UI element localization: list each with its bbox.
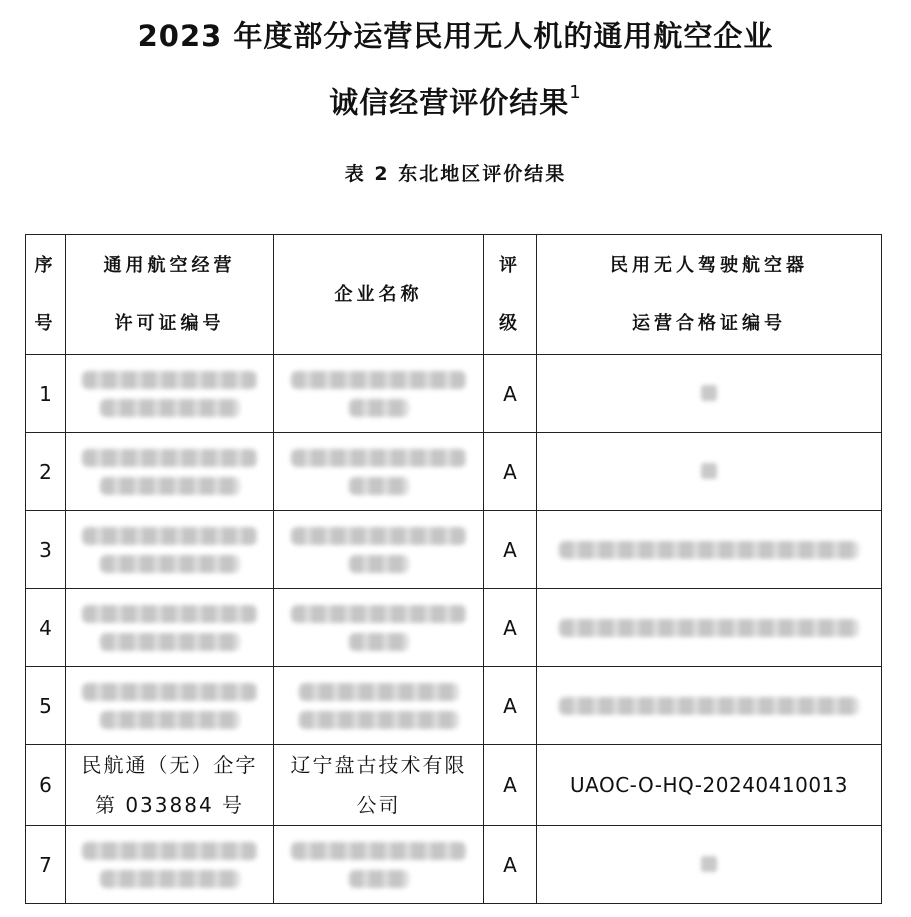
table-header-row — [26, 235, 882, 355]
rating-cell: A — [484, 826, 537, 904]
table-row — [26, 589, 882, 667]
seq-cell: 1 — [26, 355, 66, 433]
header-company: 企业名称 — [274, 235, 484, 355]
rating-cell: A — [484, 667, 537, 745]
uaoc-cell-redacted — [537, 667, 882, 745]
table-row — [26, 355, 882, 433]
company-cell-redacted — [274, 511, 484, 589]
seq-cell: 6 — [26, 745, 66, 826]
document-title-line-2 — [0, 79, 911, 121]
table-caption: 表 2 东北地区评价结果 — [344, 163, 567, 185]
company-cell-redacted — [274, 589, 484, 667]
license-cell-redacted — [66, 433, 274, 511]
seq-cell: 5 — [26, 667, 66, 745]
seq-cell: 3 — [26, 511, 66, 589]
license-cell — [66, 745, 274, 826]
document-title-line-1: 2023 年度部分运营民用无人机的通用航空企业 — [137, 19, 774, 53]
rating-cell: A — [484, 433, 537, 511]
company-cell — [274, 745, 484, 826]
license-cell-redacted — [66, 667, 274, 745]
table-row — [26, 667, 882, 745]
license-line-2: 第 033884 号 — [94, 793, 245, 817]
license-cell-redacted — [66, 355, 274, 433]
header-seq: 序 号 — [26, 235, 66, 355]
uaoc-cell-redacted — [537, 826, 882, 904]
license-cell-redacted — [66, 589, 274, 667]
company-line-2: 公司 — [356, 793, 401, 817]
table-row — [26, 745, 882, 826]
company-line-1: 辽宁盘古技术有限 — [290, 753, 467, 777]
company-cell-redacted — [274, 355, 484, 433]
license-cell-redacted — [66, 826, 274, 904]
seq-cell: 4 — [26, 589, 66, 667]
uaoc-cell-redacted — [537, 511, 882, 589]
document-title-text: 诚信经营评价结果 — [329, 85, 570, 120]
header-license: 通用航空经营 许可证编号 — [66, 235, 274, 355]
uaoc-cell: UAOC-O-HQ-20240410013 — [537, 745, 882, 826]
rating-cell: A — [484, 745, 537, 826]
seq-cell: 2 — [26, 433, 66, 511]
license-cell-redacted — [66, 511, 274, 589]
evaluation-table — [25, 234, 882, 904]
company-cell-redacted — [274, 826, 484, 904]
company-cell-redacted — [274, 667, 484, 745]
uaoc-cell-redacted — [537, 355, 882, 433]
license-line-1: 民航通（无）企字 — [81, 753, 258, 777]
seq-cell: 7 — [26, 826, 66, 904]
rating-cell: A — [484, 589, 537, 667]
table-row — [26, 433, 882, 511]
uaoc-cell-redacted — [537, 433, 882, 511]
header-uaoc: 民用无人驾驶航空器 运营合格证编号 — [537, 235, 882, 355]
header-rating: 评 级 — [484, 235, 537, 355]
table-row — [26, 511, 882, 589]
rating-cell: A — [484, 355, 537, 433]
company-cell-redacted — [274, 433, 484, 511]
table-row — [26, 826, 882, 904]
footnote-mark: 1 — [569, 82, 582, 103]
rating-cell: A — [484, 511, 537, 589]
uaoc-cell-redacted — [537, 589, 882, 667]
